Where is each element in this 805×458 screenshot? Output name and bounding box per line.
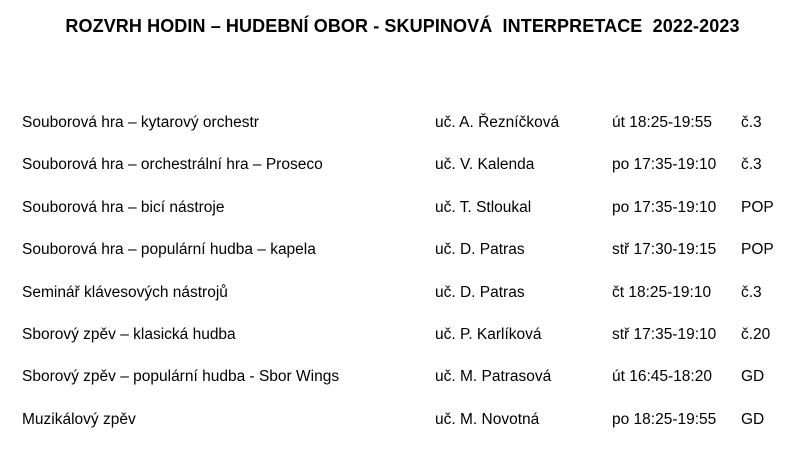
- schedule-row: [0, 410, 805, 452]
- room-cell: č.3: [741, 283, 762, 301]
- room-cell: č.3: [741, 114, 762, 131]
- schedule-row: [0, 367, 805, 409]
- page-title: ROZVRH HODIN – HUDEBNÍ OBOR - SKUPINOVÁ INTERPRETACE 2022-2023: [65, 16, 740, 36]
- subject-cell: Sborový zpěv – klasická hudba: [22, 325, 236, 343]
- time-cell: po 17:35-19:10: [612, 156, 717, 174]
- teacher-cell: uč. V. Kalenda: [435, 156, 535, 174]
- subject-cell: Souborová hra – bicí nástroje: [22, 198, 225, 216]
- room-cell: č.20: [741, 325, 771, 343]
- room-cell: GD: [741, 368, 765, 386]
- teacher-cell: uč. M. Novotná: [435, 410, 540, 428]
- schedule-row: [0, 198, 805, 240]
- subject-cell: Souborová hra – populární hudba – kapela: [22, 241, 316, 259]
- subject-cell: Souborová hra – orchestrální hra – Proseco: [22, 156, 323, 174]
- time-cell: stř 17:35-19:10: [612, 325, 717, 343]
- room-cell: GD: [741, 410, 765, 428]
- teacher-cell: uč. M. Patrasová: [435, 368, 552, 386]
- time-cell: út 16:45-18:20: [612, 368, 712, 386]
- room-cell: č.3: [741, 156, 762, 174]
- teacher-cell: uč. T. Stloukal: [435, 198, 532, 216]
- subject-cell: Sborový zpěv – populární hudba - Sbor Wings: [22, 368, 340, 386]
- subject-cell: Muzikálový zpěv: [22, 410, 136, 428]
- teacher-cell: uč. A. Řezníčková: [435, 114, 560, 131]
- schedule-row: [0, 283, 805, 325]
- subject-cell: Souborová hra – kytarový orchestr: [22, 114, 259, 131]
- schedule-row: [0, 155, 805, 197]
- teacher-cell: uč. D. Patras: [435, 241, 525, 259]
- room-cell: POP: [741, 198, 774, 216]
- teacher-cell: uč. D. Patras: [435, 283, 525, 301]
- time-cell: čt 18:25-19:10: [612, 283, 712, 301]
- schedule-list: [0, 113, 805, 452]
- schedule-row: [0, 325, 805, 367]
- subject-cell: Seminář klávesových nástrojů: [22, 283, 228, 301]
- schedule-row: [0, 240, 805, 282]
- time-cell: po 17:35-19:10: [612, 198, 717, 216]
- room-cell: POP: [741, 241, 774, 259]
- time-cell: stř 17:30-19:15: [612, 241, 717, 259]
- teacher-cell: uč. P. Karlíková: [435, 325, 542, 343]
- time-cell: út 18:25-19:55: [612, 114, 712, 131]
- schedule-row: [0, 113, 805, 155]
- time-cell: po 18:25-19:55: [612, 410, 717, 428]
